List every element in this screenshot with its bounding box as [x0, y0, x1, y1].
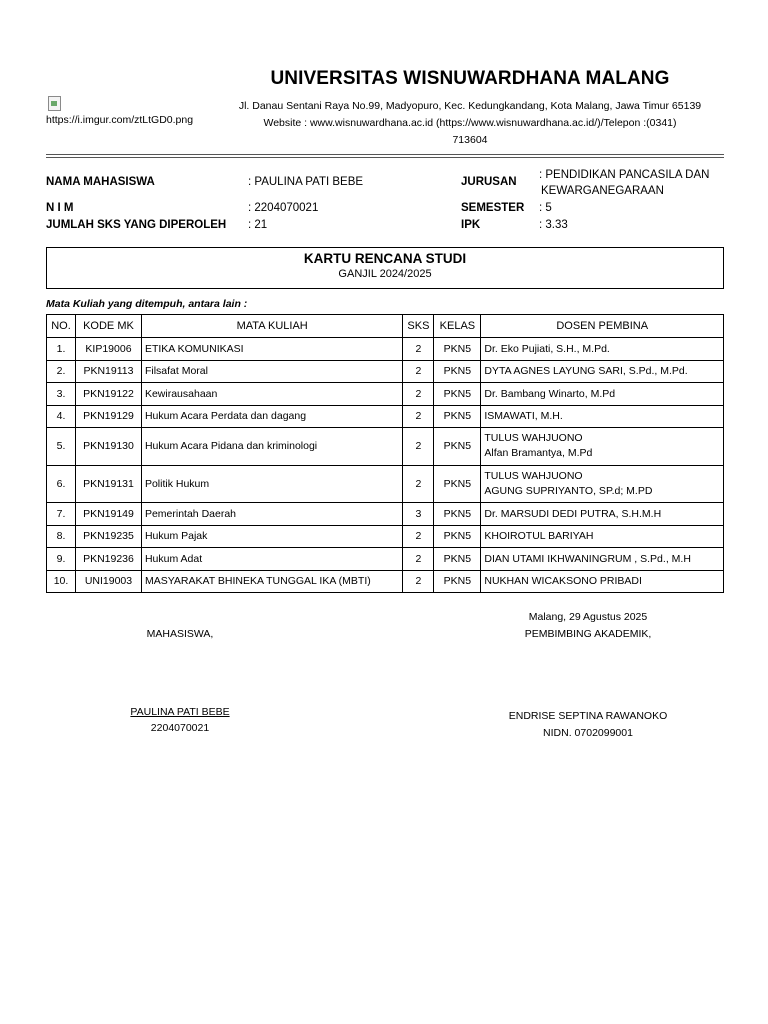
- cell-kode: PKN19130: [75, 428, 141, 466]
- cell-sks: 2: [403, 360, 434, 383]
- krs-title: KARTU RENCANA STUDI: [303, 251, 467, 266]
- cell-no: 10.: [47, 570, 76, 593]
- header-divider-top: [46, 154, 724, 155]
- cell-sks: 2: [403, 570, 434, 593]
- table-row: [47, 360, 724, 383]
- table-row: [47, 405, 724, 428]
- sks-label: JUMLAH SKS YANG DIPEROLEH: [46, 219, 227, 231]
- student-signature-block: [100, 706, 260, 734]
- courses-table: [46, 314, 724, 593]
- cell-sks: 3: [403, 503, 434, 526]
- student-signature-name: PAULINA PATI BEBE: [130, 706, 230, 718]
- advisor-signature-nidn: NIDN. 0702099001: [543, 727, 633, 739]
- header-sks: SKS: [403, 315, 434, 338]
- cell-mata-kuliah: Filsafat Moral: [141, 360, 402, 383]
- table-row: [47, 548, 724, 571]
- cell-kelas: PKN5: [434, 405, 481, 428]
- name-value: : PAULINA PATI BEBE: [248, 176, 364, 188]
- cell-kelas: PKN5: [434, 548, 481, 571]
- cell-kode: PKN19236: [75, 548, 141, 571]
- header-kode: KODE MK: [75, 315, 141, 338]
- cell-mata-kuliah: ETIKA KOMUNIKASI: [141, 338, 402, 361]
- krs-semester: GANJIL 2024/2025: [338, 268, 432, 280]
- cell-mata-kuliah: Pemerintah Daerah: [141, 503, 402, 526]
- place-date: Malang, 29 Agustus 2025: [528, 611, 648, 623]
- cell-no: 9.: [47, 548, 76, 571]
- cell-dosen: [481, 465, 724, 503]
- cell-kelas: PKN5: [434, 525, 481, 548]
- advisor-signature-block: [478, 708, 698, 742]
- cell-kelas: PKN5: [434, 360, 481, 383]
- advisor-signature-header: [488, 609, 688, 643]
- cell-dosen: ISMAWATI, M.H.: [481, 405, 724, 428]
- cell-kode: PKN19131: [75, 465, 141, 503]
- student-signature-nim: 2204070021: [150, 722, 210, 734]
- cell-kode: PKN19122: [75, 383, 141, 406]
- cell-sks: 2: [403, 548, 434, 571]
- cell-kode: KIP19006: [75, 338, 141, 361]
- address-line-3: 713604: [452, 134, 488, 146]
- table-header-row: [47, 315, 724, 338]
- header-mata-kuliah: MATA KULIAH: [141, 315, 402, 338]
- cell-mata-kuliah: Hukum Adat: [141, 548, 402, 571]
- header-divider-bottom: [46, 157, 724, 158]
- cell-kode: PKN19129: [75, 405, 141, 428]
- jurusan-label: JURUSAN: [461, 176, 517, 188]
- ipk-label: IPK: [461, 219, 481, 231]
- cell-no: 7.: [47, 503, 76, 526]
- university-logo: [46, 95, 221, 126]
- cell-dosen: Dr. Eko Pujiati, S.H., M.Pd.: [481, 338, 724, 361]
- dosen-1: TULUS WAHJUONO: [484, 432, 583, 445]
- ipk-value: : 3.33: [539, 219, 568, 231]
- cell-sks: 2: [403, 525, 434, 548]
- cell-dosen: NUKHAN WICAKSONO PRIBADI: [481, 570, 724, 593]
- cell-dosen: DYTA AGNES LAYUNG SARI, S.Pd., M.Pd.: [481, 360, 724, 383]
- nim-value: : 2204070021: [248, 202, 319, 214]
- cell-kode: PKN19149: [75, 503, 141, 526]
- cell-no: 4.: [47, 405, 76, 428]
- cell-dosen: DIAN UTAMI IKHWANINGRUM , S.Pd., M.H: [481, 548, 724, 571]
- cell-kelas: PKN5: [434, 338, 481, 361]
- university-name: UNIVERSITAS WISNUWARDHANA MALANG: [270, 68, 670, 89]
- letterhead: [210, 68, 730, 149]
- student-signature-title: MAHASISWA,: [146, 628, 214, 640]
- table-row: [47, 383, 724, 406]
- table-row: [47, 525, 724, 548]
- cell-mata-kuliah: Hukum Acara Perdata dan dagang: [141, 405, 402, 428]
- cell-no: 1.: [47, 338, 76, 361]
- name-label: NAMA MAHASISWA: [46, 176, 155, 188]
- jurusan-value-line-2: KEWARGANEGARAAN: [541, 185, 664, 197]
- cell-mata-kuliah: MASYARAKAT BHINEKA TUNGGAL IKA (MBTI): [141, 570, 402, 593]
- jurusan-value-line-1: : PENDIDIKAN PANCASILA DAN: [539, 169, 710, 181]
- krs-title-box: [46, 247, 724, 289]
- cell-sks: 2: [403, 405, 434, 428]
- dosen-2: Alfan Bramantya, M.Pd: [484, 447, 593, 460]
- cell-sks: 2: [403, 338, 434, 361]
- cell-kode: UNI19003: [75, 570, 141, 593]
- cell-no: 8.: [47, 525, 76, 548]
- cell-mata-kuliah: Hukum Pajak: [141, 525, 402, 548]
- table-row: [47, 570, 724, 593]
- cell-sks: 2: [403, 428, 434, 466]
- courses-caption: Mata Kuliah yang ditempuh, antara lain :: [46, 298, 248, 310]
- address-line-2: Website : www.wisnuwardhana.ac.id (https://www.wisnuwardhana.ac.id/)/Telepon :(0341): [263, 117, 677, 129]
- header-dosen: DOSEN PEMBINA: [481, 315, 724, 338]
- advisor-signature-name: ENDRISE SEPTINA RAWANOKO: [508, 710, 668, 722]
- cell-mata-kuliah: Hukum Acara Pidana dan kriminologi: [141, 428, 402, 466]
- semester-value: : 5: [539, 202, 552, 214]
- logo-alt-text: https://i.imgur.com/ztLtGD0.png: [46, 114, 194, 126]
- cell-kelas: PKN5: [434, 428, 481, 466]
- cell-sks: 2: [403, 383, 434, 406]
- nim-label: N I M: [46, 202, 74, 214]
- cell-kelas: PKN5: [434, 465, 481, 503]
- header-kelas: KELAS: [434, 315, 481, 338]
- cell-no: 6.: [47, 465, 76, 503]
- sks-value: : 21: [248, 219, 268, 231]
- university-address: [210, 98, 730, 149]
- cell-dosen: [481, 428, 724, 466]
- dosen-2: AGUNG SUPRIYANTO, SP.d; M.PD: [484, 484, 653, 497]
- cell-kelas: PKN5: [434, 383, 481, 406]
- jurusan-value: [539, 167, 709, 199]
- cell-kelas: PKN5: [434, 503, 481, 526]
- cell-kode: PKN19235: [75, 525, 141, 548]
- cell-dosen: Dr. Bambang Winarto, M.Pd: [481, 383, 724, 406]
- cell-kelas: PKN5: [434, 570, 481, 593]
- table-row: [47, 428, 724, 466]
- cell-no: 5.: [47, 428, 76, 466]
- cell-no: 2.: [47, 360, 76, 383]
- address-line-1: Jl. Danau Sentani Raya No.99, Madyopuro, Kec. Kedungkandang, Kota Malang, Jawa Timur 65139: [238, 100, 702, 112]
- broken-image-icon: [46, 95, 62, 111]
- cell-dosen: Dr. MARSUDI DEDI PUTRA, S.H.M.H: [481, 503, 724, 526]
- dosen-1: TULUS WAHJUONO: [484, 469, 583, 482]
- cell-kode: PKN19113: [75, 360, 141, 383]
- cell-sks: 2: [403, 465, 434, 503]
- table-row: [47, 503, 724, 526]
- advisor-signature-title: PEMBIMBING AKADEMIK,: [524, 628, 652, 640]
- cell-mata-kuliah: Kewirausahaan: [141, 383, 402, 406]
- cell-mata-kuliah: Politik Hukum: [141, 465, 402, 503]
- cell-dosen: KHOIROTUL BARIYAH: [481, 525, 724, 548]
- table-row: [47, 338, 724, 361]
- table-row: [47, 465, 724, 503]
- cell-no: 3.: [47, 383, 76, 406]
- header-no: NO.: [47, 315, 76, 338]
- semester-label: SEMESTER: [461, 202, 525, 214]
